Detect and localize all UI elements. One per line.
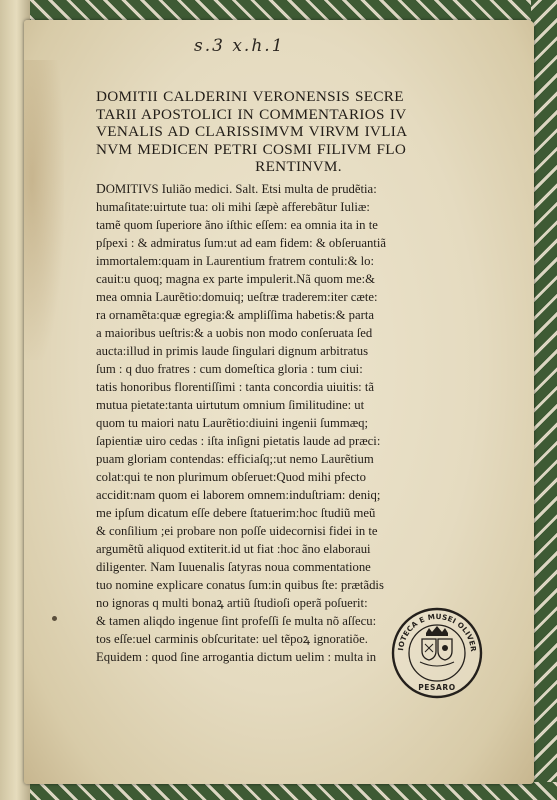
text-line: tuo nomine explicare conatus ſum:in quibus ſte: prætãdis — [96, 578, 384, 592]
stamp-text-top: IOTECA E MUSEI OLIVER — [396, 611, 479, 653]
text-line: humaſitate:uirtute tua: oli mihi ſæpè afferebãtur Iuliæ: — [96, 200, 370, 214]
text-line: mea omnia Laurẽtio:domuiq; ueſtræ traderem:iter cæte: — [96, 290, 378, 304]
binding-border-right — [531, 0, 557, 800]
heading-line: VENALIS AD CLARISSIMVM VIRVM IVLIA — [96, 123, 408, 141]
binding-border-bottom — [30, 782, 557, 800]
text-line: tamẽ quom ſuperiore ãno iſthic eſſem: ea omnia ita in te — [96, 218, 378, 232]
heading-line: DOMITII CALDERINI VERONENSIS SECRE — [96, 88, 404, 105]
text-line: colat:qui te non plurimum obſeruet:Quod mihi pfecto — [96, 470, 366, 484]
text-line: & tamen aliqdo ingenue ſint profeſſi ſe multa nõ aſſecu: — [96, 614, 377, 628]
heading-line: TARII APOSTOLICI IN COMMENTARIOS IV — [96, 105, 407, 123]
stamp-seal-icon — [390, 606, 484, 700]
text-line: aucta:illud in primis laude ſingulari dignum arbitratus — [96, 344, 369, 358]
text-line: Equidem : quod ſine arrogantia dictum uelim : multa in — [96, 650, 377, 664]
library-stamp — [390, 606, 484, 700]
book-page — [24, 20, 534, 784]
water-stain — [24, 60, 64, 360]
text-line: argumẽtũ aliquod extiterit.id ut fiat :hoc ãno elaboraui — [96, 542, 371, 556]
text-line: tatis honoribus florentiſſimi : tanta concordia uiuitis: tã — [96, 380, 375, 394]
text-line: accidit:nam quom ei laborem omnem:induſtriam: deniq; — [96, 488, 381, 502]
heading-line: NVM MEDICEN PETRI COSMI FILIVM FLO — [96, 140, 407, 158]
text-line: ſapientiæ uiro cedas : iſta inſigni pietatis laude ad præci: — [96, 434, 381, 448]
text-line: me ipſum dicatum eſſe debere ſtatuerim:hoc ſtudiũ meũ — [96, 506, 376, 520]
text-line: tos eſſe:uel carminis obſcuritate: uel tẽpoꝝ ignoratiõe. — [96, 632, 368, 646]
text-line: diligenter. Nam Iuuenalis ſatyras noua commentatione — [96, 560, 371, 574]
text-line: DOMITIVS Iulião medici. Salt. Etsi multa de prudẽtia: — [96, 181, 377, 196]
text-line: mutua pietate:tanta uirtutum omnium ſimilitudine: ut — [96, 398, 365, 412]
text-line: puam gloriam contendas: efficiaſq;:ut nemo Laurẽtium — [96, 452, 374, 466]
text-line: cauit:u quoq; magna ex parte impulerit.Nã quom me:& — [96, 272, 376, 286]
text-line: a maioribus ueſtris:& a uobis non modo conſeruata ſed — [96, 326, 373, 340]
text-line: immortalem:quam in Laurentium fratrem contuli:& lo: — [96, 254, 374, 268]
shelfmark-annotation: s.3 x.h.1 — [194, 36, 285, 56]
text-line: quom tu maiori natu Laurẽtio:diuini ingenii ſummæq; — [96, 416, 369, 430]
stamp-text-bottom: PESARO — [418, 683, 456, 692]
text-line: & conſilium ;ei probare non poſſe uidecornisi fidei in te — [96, 524, 378, 538]
title-heading — [96, 88, 501, 176]
text-line: ſum : q duo fratres : cum domeſtica gloria : tum ciui: — [96, 362, 363, 376]
text-line: no ignoras q multi bonaꝝ artiũ ſtudioſi operã poſuerit: — [96, 596, 368, 610]
body-text — [96, 180, 506, 666]
heading-line: RENTINVM. — [255, 158, 342, 176]
text-line: ra ornamẽta:quæ egregia:& ampliſſima habetis:& parta — [96, 308, 374, 322]
text-line: pſpexi : & admiratus ſum:ut ad eam fidem: & obſeruantiã — [96, 236, 386, 250]
page-mark-dot — [52, 616, 57, 621]
